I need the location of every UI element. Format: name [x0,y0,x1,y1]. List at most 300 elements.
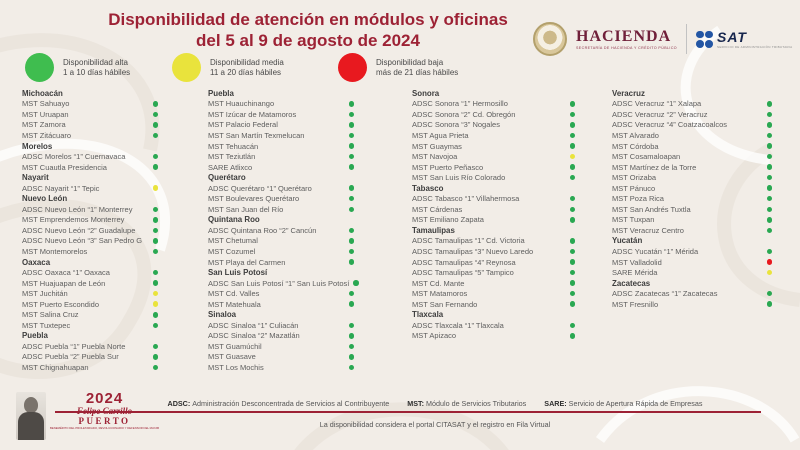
status-dot-green [153,154,159,160]
office-label: MST Martínez de la Torre [612,162,697,172]
state-header: Nuevo León [22,194,68,204]
status-dot-red [767,259,773,265]
status-dot-green [570,122,576,128]
felipe-portrait-image [16,392,46,440]
legend-label: Disponibilidad alta 1 a 10 días hábiles [63,57,131,77]
office-row [22,299,158,310]
office-row [208,352,354,363]
status-dot-green [349,154,355,160]
office-row [612,267,772,278]
state-header-row [412,183,575,194]
office-label: MST Emiliano Zapata [412,215,484,225]
felipe-carrillo-puerto-logo [16,392,159,440]
status-dot-green [153,280,159,286]
state-header: Nayarit [22,173,49,183]
column-3 [412,88,575,341]
office-row [412,246,575,257]
status-dot-green [153,217,159,223]
felipe-logo-text [50,392,159,430]
status-dot-green [767,196,773,202]
office-row [208,193,354,204]
office-label: ADSC Tamaulipas “5” Tampico [412,268,514,278]
status-dot-green [570,249,576,255]
office-row [22,183,158,194]
state-header: Tlaxcala [412,310,444,320]
status-dot-green [349,133,355,139]
office-row [208,278,354,289]
office-label: MST Emprendemos Monterrey [22,215,125,225]
office-label: ADSC Puebla “2” Puebla Sur [22,352,119,362]
office-label: ADSC Oaxaca “1” Oaxaca [22,268,110,278]
office-label: ADSC San Luis Potosí “1” San Luis Potosí [208,278,350,288]
office-row [208,141,354,152]
status-dot-green [349,249,355,255]
office-label: MST Salina Cruz [22,310,79,320]
office-row [22,278,158,289]
office-row [612,257,772,268]
office-row [612,109,772,120]
office-row [208,183,354,194]
status-dot-green [570,270,576,276]
state-header-row [22,257,158,268]
hacienda-logo [576,28,677,50]
hacienda-eagle-seal-icon [533,22,567,56]
status-dot-green [153,323,159,329]
office-label: ADSC Sinaloa “1” Culiacán [208,320,299,330]
office-label: MST Chignahuapan [22,362,89,372]
office-label: MST Chetumal [208,236,258,246]
office-label: MST Cd. Valles [208,289,260,299]
status-dot-green [767,143,773,149]
office-row [612,141,772,152]
office-label: MST Tuxtepec [22,320,71,330]
office-row [612,193,772,204]
office-row [412,193,575,204]
abbreviation-text: Administración Desconcentrada de Servicios al Contribuyente [192,399,390,408]
office-row [612,288,772,299]
office-row [208,362,354,373]
office-label: MST San Martín Texmelucan [208,130,305,140]
office-label: MST Matehuala [208,299,261,309]
felipe-logo-year: 2024 [85,390,124,407]
office-row [412,162,575,173]
status-dot-green [349,101,355,107]
office-row [612,130,772,141]
status-dot-green [153,270,159,276]
status-dot-green [349,291,355,297]
status-dot-green [570,112,576,118]
office-label: MST Poza Rica [612,194,664,204]
office-label: ADSC Sonora “3” Nogales [412,120,500,130]
status-dot-green [767,154,773,160]
felipe-logo-surname: PUERTO [78,416,131,426]
office-row [208,120,354,131]
office-row [22,204,158,215]
status-dot-yellow [153,185,159,191]
footer-note: La disponibilidad considera el portal CITASAT y el registro en Fila Virtual [319,420,551,429]
office-label: SARE Atlixco [208,162,253,172]
state-header-row [612,236,772,247]
status-dot-green [153,207,159,213]
office-row [22,236,158,247]
office-row [22,267,158,278]
office-row [412,151,575,162]
office-label: MST Matamoros [412,289,468,299]
office-row [412,257,575,268]
office-label: MST Cozumel [208,246,256,256]
state-header: Oaxaca [22,257,51,267]
status-dot-green [767,301,773,307]
office-row [208,341,354,352]
status-dot-yellow [767,270,773,276]
legend-item-red [338,53,458,82]
status-dot-green [767,217,773,223]
office-row [208,130,354,141]
office-row [22,320,158,331]
office-label: ADSC Nuevo León “1” Monterrey [22,204,133,214]
office-label: ADSC Tlaxcala “1” Tlaxcala [412,320,504,330]
office-label: MST Cd. Mante [412,278,465,288]
status-dot-green [153,164,159,170]
legend-label: Disponibilidad baja más de 21 días hábiles [376,57,459,77]
office-label: MST Guaymas [412,141,462,151]
office-row [612,172,772,183]
office-label: MST Cosamaloapan [612,152,681,162]
office-row [208,162,354,173]
status-dot-green [570,207,576,213]
legend-circle-green [25,53,54,82]
status-dot-green [767,122,773,128]
office-row [22,225,158,236]
office-row [208,257,354,268]
office-label: ADSC Puebla “1” Puebla Norte [22,341,126,351]
office-row [208,331,354,342]
state-header: Tabasco [412,183,444,193]
status-dot-green [570,175,576,181]
office-row [412,109,575,120]
status-dot-yellow [153,301,159,307]
state-header: Michoacán [22,88,63,98]
office-row [412,141,575,152]
status-dot-green [570,143,576,149]
state-header-row [22,193,158,204]
footer-divider [55,411,761,413]
office-row [22,109,158,120]
office-row [612,204,772,215]
office-label: MST Cárdenas [412,204,463,214]
office-row [412,320,575,331]
office-row [412,99,575,110]
office-label: MST Cuautla Presidencia [22,162,107,172]
office-label: MST Apizaco [412,331,457,341]
office-row [208,288,354,299]
office-label: MST Teziutlán [208,152,256,162]
status-dot-green [349,112,355,118]
status-dot-green [153,365,159,371]
state-header-row [208,309,354,320]
office-label: ADSC Sinaloa “2” Mazatlán [208,331,300,341]
office-row [612,299,772,310]
state-header-row [208,215,354,226]
status-dot-green [349,323,355,329]
office-row [412,267,575,278]
page-title [68,9,548,51]
status-dot-green [767,101,773,107]
office-row [612,99,772,110]
abbreviation-definition [407,399,526,408]
state-header: Querétaro [208,173,246,183]
office-label: MST Los Mochis [208,362,264,372]
state-header: Sonora [412,88,440,98]
felipe-logo-name: Felipe Carrillo [76,406,133,416]
sat-dots-icon [696,31,713,48]
office-label: ADSC Quintana Roo “2” Cancún [208,225,317,235]
office-label: MST Valladolid [612,257,662,267]
sat-wordmark: SAT [717,28,747,45]
state-header-row [412,88,575,99]
office-row [612,225,772,236]
office-label: MST Puerto Peñasco [412,162,484,172]
office-label: MST Playa del Carmen [208,257,286,267]
status-dot-green [349,164,355,170]
status-dot-green [349,301,355,307]
office-row [412,215,575,226]
office-label: MST San Juan del Río [208,204,284,214]
office-label: MST Alvarado [612,130,659,140]
office-label: MST Agua Prieta [412,130,469,140]
status-dot-green [767,249,773,255]
office-label: ADSC Sonora “2” Cd. Obregón [412,109,516,119]
office-label: ADSC Nuevo León “2” Guadalupe [22,225,136,235]
office-label: MST San Luis Río Colorado [412,173,506,183]
office-label: MST San Fernando [412,299,478,309]
status-dot-green [570,259,576,265]
state-header-row [412,309,575,320]
state-header: Puebla [22,331,48,341]
office-row [412,172,575,183]
office-label: ADSC Yucatán “1” Mérida [612,246,699,256]
office-label: MST Montemorelos [22,246,88,256]
hacienda-wordmark: HACIENDA [576,28,672,45]
status-dot-green [349,365,355,371]
office-label: MST Juchitán [22,289,68,299]
state-header-row [22,172,158,183]
abbreviation-definitions [105,399,765,408]
office-label: MST Huauchinango [208,99,275,109]
office-label: MST Zitácuaro [22,130,72,140]
legend-item-yellow [172,53,284,82]
office-label: MST Veracruz Centro [612,225,684,235]
office-label: ADSC Zacatecas “1” Zacatecas [612,289,718,299]
status-dot-green [570,217,576,223]
office-row [612,215,772,226]
abbreviation: ADSC: [167,399,193,408]
status-dot-green [349,344,355,350]
status-dot-green [570,291,576,297]
state-header: San Luis Potosí [208,268,268,278]
office-label: MST Izúcar de Matamoros [208,109,297,119]
state-header: Zacatecas [612,278,651,288]
status-dot-green [153,354,159,360]
office-label: ADSC Veracruz “2” Veracruz [612,109,708,119]
status-dot-green [153,312,159,318]
office-row [208,99,354,110]
header-logos [533,22,792,56]
logo-divider [686,24,687,54]
office-row [22,215,158,226]
status-dot-yellow [153,291,159,297]
office-row [208,236,354,247]
legend-circle-red [338,53,367,82]
office-label: ADSC Querétaro “1” Querétaro [208,183,312,193]
office-label: MST Puerto Escondido [22,299,99,309]
legend-label: Disponibilidad media 11 a 20 días hábiles [210,57,284,77]
state-header-row [612,278,772,289]
office-row [612,120,772,131]
legend-item-green [25,53,130,82]
status-dot-yellow [570,154,576,160]
status-dot-green [153,249,159,255]
state-header: Tamaulipas [412,225,455,235]
office-row [612,162,772,173]
office-row [208,109,354,120]
office-row [208,225,354,236]
office-row [412,204,575,215]
status-dot-green [153,133,159,139]
status-dot-green [153,101,159,107]
office-row [412,288,575,299]
office-label: MST Córdoba [612,141,659,151]
state-header-row [22,141,158,152]
status-dot-green [349,354,355,360]
status-dot-green [349,196,355,202]
office-label: MST Sahuayo [22,99,70,109]
office-label: ADSC Sonora “1” Hermosillo [412,99,508,109]
office-row [22,352,158,363]
office-row [22,130,158,141]
status-dot-green [349,238,355,244]
state-header: Sinaloa [208,310,237,320]
status-dot-green [767,175,773,181]
office-row [412,299,575,310]
hacienda-subtitle: SECRETARÍA DE HACIENDA Y CRÉDITO PÚBLICO [576,46,678,50]
status-dot-green [353,280,359,286]
status-dot-green [349,228,355,234]
office-row [612,246,772,257]
status-dot-green [570,301,576,307]
status-dot-green [767,207,773,213]
column-2 [208,88,354,373]
office-label: MST Boulevares Querétaro [208,194,300,204]
office-label: MST Pánuco [612,183,656,193]
office-label: MST Huajuapan de León [22,278,106,288]
status-dot-green [767,185,773,191]
state-header-row [412,225,575,236]
office-row [208,151,354,162]
status-dot-green [153,112,159,118]
office-label: MST Guamúchil [208,341,262,351]
office-label: MST Orizaba [612,173,657,183]
office-label: ADSC Veracruz “4” Coatzacoalcos [612,120,728,130]
office-row [412,331,575,342]
office-label: MST Zamora [22,120,66,130]
state-header-row [612,88,772,99]
state-header-row [208,267,354,278]
legend-circle-yellow [172,53,201,82]
office-label: ADSC Tamaulipas “4” Reynosa [412,257,516,267]
sat-subtitle: SERVICIO DE ADMINISTRACIÓN TRIBUTARIA [717,44,793,49]
office-row [22,362,158,373]
state-header: Quintana Roo [208,215,260,225]
page-title-line2: del 5 al 9 de agosto de 2024 [196,31,420,50]
status-dot-green [767,112,773,118]
office-label: MST Palacio Federal [208,120,278,130]
status-dot-green [767,133,773,139]
office-label: ADSC Tamaulipas “3” Nuevo Laredo [412,246,534,256]
office-row [412,130,575,141]
state-header: Puebla [208,88,234,98]
status-dot-green [767,291,773,297]
office-row [208,204,354,215]
abbreviation: MST: [407,399,426,408]
status-dot-green [767,228,773,234]
office-label: MST Tehuacán [208,141,259,151]
office-row [208,320,354,331]
office-row [22,120,158,131]
office-row [612,183,772,194]
status-dot-green [349,185,355,191]
office-label: ADSC Tabasco “1” Villahermosa [412,194,520,204]
abbreviation-text: Módulo de Servicios Tributarios [426,399,527,408]
status-dot-green [153,122,159,128]
office-row [22,288,158,299]
status-dot-green [153,344,159,350]
state-header: Veracruz [612,88,645,98]
sat-logo [696,30,792,49]
office-row [412,278,575,289]
sat-text [717,30,792,49]
office-row [22,151,158,162]
office-row [412,236,575,247]
status-dot-green [570,196,576,202]
column-4 [612,88,772,309]
state-header-row [22,331,158,342]
status-dot-green [349,143,355,149]
office-label: ADSC Nayarit “1” Tepic [22,183,100,193]
status-dot-green [153,238,159,244]
status-dot-green [570,333,576,339]
office-label: MST San Andrés Tuxtla [612,204,691,214]
abbreviation: SARE: [544,399,569,408]
status-dot-green [349,207,355,213]
status-dot-green [349,259,355,265]
office-row [208,299,354,310]
status-dot-green [767,164,773,170]
status-dot-green [570,280,576,286]
office-row [412,120,575,131]
abbreviation-text: Servicio de Apertura Rápida de Empresas [568,399,703,408]
state-header-row [208,172,354,183]
office-row [22,246,158,257]
office-row [208,246,354,257]
abbreviation-definition [544,399,702,408]
office-row [612,151,772,162]
status-dot-green [349,122,355,128]
status-dot-green [570,164,576,170]
office-row [22,309,158,320]
office-label: MST Navojoa [412,152,458,162]
status-dot-green [570,101,576,107]
